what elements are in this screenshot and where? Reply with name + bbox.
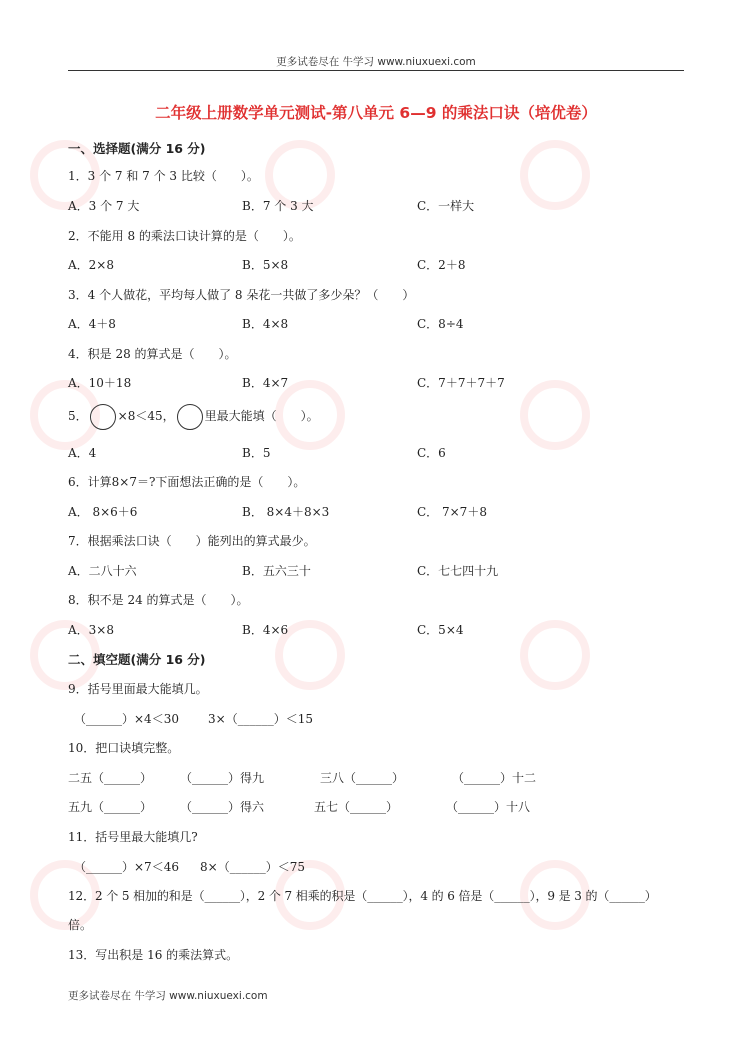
watermark-logo xyxy=(520,620,590,690)
question-12-continued: 倍。 xyxy=(68,918,93,932)
question-4: 4．积是 28 的算式是（ ）。 xyxy=(68,347,237,361)
q10-blank[interactable]: 五九（______） xyxy=(68,800,153,814)
question-1: 1．3 个 7 和 7 个 3 比较（ ）。 xyxy=(68,169,259,183)
q5-middle: ×8＜45， xyxy=(117,409,175,423)
q8-option-b[interactable]: B．4×6 xyxy=(242,623,289,637)
question-2: 2．不能用 8 的乘法口诀计算的是（ ）。 xyxy=(68,229,301,243)
q1-option-c[interactable]: C．一样大 xyxy=(417,199,475,213)
question-9: 9．括号里面最大能填几。 xyxy=(68,682,208,696)
q1-option-b[interactable]: B．7 个 3 大 xyxy=(242,199,314,213)
watermark-logo xyxy=(520,140,590,210)
header-divider xyxy=(68,70,684,71)
q2-option-c[interactable]: C．2＋8 xyxy=(417,258,466,272)
question-11: 11．括号里最大能填几? xyxy=(68,830,198,844)
q6-option-c[interactable]: C． 7×7＋8 xyxy=(417,505,487,519)
q9-blank-1[interactable]: （______）×4＜30 xyxy=(74,712,179,726)
q9-blank-2[interactable]: 3×（______）＜15 xyxy=(208,712,313,726)
question-13: 13．写出积是 16 的乘法算式。 xyxy=(68,948,239,962)
question-8: 8．积不是 24 的算式是（ ）。 xyxy=(68,593,249,607)
page-title: 二年级上册数学单元测试-第八单元 6—9 的乘法口诀（培优卷） xyxy=(155,104,597,122)
q7-option-a[interactable]: A．二八十六 xyxy=(68,564,137,578)
q8-option-c[interactable]: C．5×4 xyxy=(417,623,464,637)
q4-option-c[interactable]: C．7＋7＋7＋7 xyxy=(417,376,505,390)
header-text: 更多试卷尽在 牛学习 www.niuxuexi.com xyxy=(276,56,476,68)
question-12: 12．2 个 5 相加的和是（______），2 个 7 相乘的积是（______），4 的 6 倍是（______），9 是 3 的（______） xyxy=(68,889,657,903)
blank-circle[interactable] xyxy=(177,404,203,430)
q10-blank[interactable]: 五七（______） xyxy=(314,800,399,814)
q3-option-c[interactable]: C．8÷4 xyxy=(417,317,464,331)
q8-option-a[interactable]: A．3×8 xyxy=(68,623,114,637)
q5-option-c[interactable]: C．6 xyxy=(417,446,446,460)
q2-option-b[interactable]: B．5×8 xyxy=(242,258,289,272)
q6-option-a[interactable]: A． 8×6＋6 xyxy=(68,505,138,519)
q10-blank[interactable]: （______）十八 xyxy=(446,800,531,814)
q10-blank[interactable]: （______）得九 xyxy=(180,771,265,785)
q7-option-b[interactable]: B．五六三十 xyxy=(242,564,311,578)
q5-number: 5． xyxy=(68,409,88,423)
question-7: 7．根据乘法口诀（ ）能列出的算式最少。 xyxy=(68,534,316,548)
footer-text: 更多试卷尽在 牛学习 www.niuxuexi.com xyxy=(68,990,268,1002)
q11-blank-1[interactable]: （______）×7＜46 xyxy=(74,860,179,874)
q3-option-b[interactable]: B．4×8 xyxy=(242,317,289,331)
q7-option-c[interactable]: C．七七四十九 xyxy=(417,564,499,578)
q3-option-a[interactable]: A．4＋8 xyxy=(68,317,116,331)
q5-option-b[interactable]: B．5 xyxy=(242,446,271,460)
question-10: 10．把口诀填完整。 xyxy=(68,741,180,755)
q10-blank[interactable]: （______）得六 xyxy=(180,800,265,814)
q5-option-a[interactable]: A．4 xyxy=(68,446,97,460)
section-heading-fill: 二、填空题(满分 16 分) xyxy=(68,652,206,667)
question-6: 6．计算8×7＝?下面想法正确的是（ ）。 xyxy=(68,475,306,489)
q11-blank-2[interactable]: 8×（______）＜75 xyxy=(200,860,305,874)
question-5 xyxy=(68,402,319,430)
q6-option-b[interactable]: B． 8×4＋8×3 xyxy=(242,505,330,519)
q10-blank[interactable]: 二五（______） xyxy=(68,771,153,785)
section-heading-choice: 一、选择题(满分 16 分) xyxy=(68,141,206,156)
q1-option-a[interactable]: A．3 个 7 大 xyxy=(68,199,140,213)
watermark-logo xyxy=(520,380,590,450)
q4-option-b[interactable]: B．4×7 xyxy=(242,376,289,390)
q10-blank[interactable]: （______）十二 xyxy=(452,771,537,785)
q5-tail: 里最大能填（ ）。 xyxy=(204,409,319,423)
question-3: 3．4 个人做花，平均每人做了 8 朵花一共做了多少朵？（ ） xyxy=(68,288,415,302)
blank-circle[interactable] xyxy=(90,404,116,430)
q4-option-a[interactable]: A．10＋18 xyxy=(68,376,132,390)
q10-blank[interactable]: 三八（______） xyxy=(320,771,405,785)
q2-option-a[interactable]: A．2×8 xyxy=(68,258,114,272)
